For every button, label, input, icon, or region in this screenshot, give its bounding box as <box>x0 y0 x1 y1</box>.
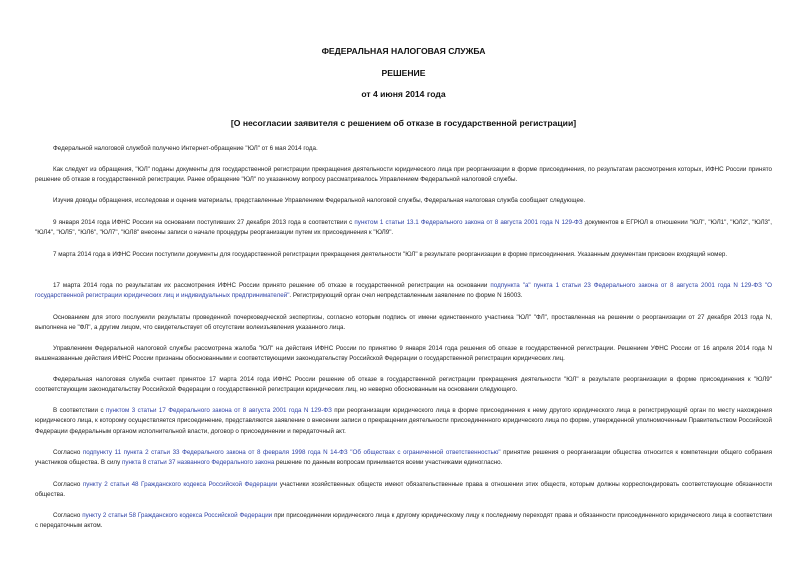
paragraph-text: Согласно <box>53 449 83 456</box>
legal-reference-link[interactable]: подпункта "а" пункта 1 статьи 23 Федерального закона от 8 августа 2001 года N 129-ФЗ "О государственной регистрации юридических лиц и индивидуальных предпринимателей" <box>35 282 772 300</box>
paragraph <box>35 165 772 186</box>
legal-reference-link[interactable]: подпункту 11 пункта 2 статьи 33 Федерального закона от 8 февраля 1998 года N 14-ФЗ "Об обществах с ограниченной ответственностью" <box>82 449 501 456</box>
legal-reference-link[interactable]: пункта 8 статьи 37 названного Федерального закона <box>121 459 275 467</box>
paragraph-text: 17 марта 2014 года по результатам их рассмотрения ИФНС России принято решение об отказе в государственной регистрации на основании <box>53 282 491 289</box>
paragraph-text: решение по данным вопросам принимается всеми участниками единогласно. <box>274 459 503 467</box>
paragraph <box>35 144 772 154</box>
legal-reference-link[interactable]: пунктом 3 статьи 17 Федерального закона от 8 августа 2001 года N 129-ФЗ <box>105 407 332 414</box>
paragraph <box>35 250 772 260</box>
paragraph-text: 9 января 2014 года ИФНС России на основании поступивших 27 декабря 2013 года в соответствии с <box>53 219 355 226</box>
paragraph <box>35 218 772 239</box>
paragraph-text: участники хозяйственных обществ имеют обязательственные права в отношении этих обществ, которым должны корреспондировать соответствующие обязанности общества. <box>35 481 773 499</box>
paragraph-text: принятие решения о реорганизации общества относится к компетенции общего собрания участников общества. В силу <box>35 449 772 467</box>
doc-date: от 4 июня 2014 года <box>361 89 446 99</box>
org-name: ФЕДЕРАЛЬНАЯ НАЛОГОВАЯ СЛУЖБА <box>321 46 486 56</box>
paragraph-text: Изучив доводы обращения, исследовав и оценив материалы, представленные Управлением Федеральной налоговой службы, Федеральная налоговая служба сообщает следующее. <box>53 197 586 204</box>
paragraph-text: при присоединении юридического лица к другому юридическому лицу к последнему переходят права и обязанности присоединенного юридического лица в соответствии с передаточным актом. <box>35 512 772 530</box>
legal-reference-link[interactable]: пункту 2 статьи 48 Гражданского кодекса Российской Федерации <box>82 481 278 488</box>
paragraph <box>35 281 772 302</box>
paragraph-text: Согласно <box>53 481 83 488</box>
doc-subject: [О несогласии заявителя с решением об отказе в государственной регистрации] <box>230 118 577 128</box>
paragraph-text: Как следует из обращения, "ЮЛ" поданы документы для государственной регистрации прекращения деятельности юридического лица при реорганизации в форме присоединения, по результатам рассмотрения которых, ИФНС России принято решение об отказе в государственной регистрации. Ранее обращение "ЮЛ" по указанному вопросу рассматривалось Управлением Федеральной налоговой службы. <box>35 166 772 184</box>
paragraph-text: В соответствии с <box>53 407 106 414</box>
paragraph-text: Согласно <box>53 512 83 519</box>
paragraph-text: Федеральной налоговой службой получено Интернет-обращение "ЮЛ" от 6 мая 2014 года. <box>53 145 318 152</box>
doc-type: РЕШЕНИЕ <box>381 68 426 78</box>
paragraph <box>35 344 772 365</box>
paragraph <box>35 448 772 469</box>
paragraph <box>35 313 772 334</box>
paragraph <box>35 196 772 206</box>
legal-reference-link[interactable]: пункту 2 статьи 58 Гражданского кодекса Российской Федерации <box>82 512 273 519</box>
paragraph <box>35 511 772 532</box>
paragraph <box>35 480 772 501</box>
paragraph <box>35 406 772 437</box>
paragraph-text: . Регистрирующий орган счел непредставленным заявление по форме N 16003. <box>289 292 523 300</box>
paragraph-text: Управлением Федеральной налоговой службы рассмотрена жалоба "ЮЛ" на действия ИФНС России по принятию 9 января 2014 года решения об отказе в государственной регистрации. Решением УФНС России от 16 апреля 2014 года N вышеназванные действия ИФНС России признаны обоснованными и соответствующими законодательству Российской Федерации о государственной регистрации юридических лиц. <box>35 345 772 363</box>
paragraph-text: документов в ЕГРЮЛ в отношении "ЮЛ", "ЮЛ1", "ЮЛ2", "ЮЛ3", "ЮЛ4", "ЮЛ5", "ЮЛ6", "ЮЛ7", "ЮЛ8" внесены записи о начале процедуры реорганизации путем их присоединения к "ЮЛ9". <box>35 219 772 237</box>
paragraph-text: при реорганизации юридического лица в форме присоединения к нему другого юридического лица в регистрирующий орган по месту нахождения юридического лица, к которому осуществляется присоединение, представляются заявление о внесении записи о прекращении деятельности присоединенного юридического лица по форме, утвержденной уполномоченным Правительством Российской Федерации федеральным органом исполнительной власти, договор о присоединении и передаточный акт. <box>35 407 773 435</box>
paragraph-text: 7 марта 2014 года в ИФНС России поступили документы для государственной регистрации прекращения деятельности "ЮЛ" в результате реорганизации в форме присоединения. Указанным документам присвоен входящий номер. <box>53 251 728 258</box>
legal-reference-link[interactable]: пунктом 1 статьи 13.1 Федерального закона от 8 августа 2001 года N 129-ФЗ <box>354 219 583 226</box>
paragraph-text: Основанием для этого послужили результаты проведенной почерковедческой экспертизы, согласно которым подпись от имени единственного участника "ЮЛ" "ФЛ", проставленная на решении о реорганизации от 27 декабря 2013 года N, выполнена не "ФЛ", а другим лицом, что свидетельствует об отсутствии волеизъявления указанного лица. <box>35 314 772 332</box>
paragraph <box>35 375 772 396</box>
paragraph-text: Федеральная налоговая служба считает принятое 17 марта 2014 года ИФНС России решение об отказе в государственной регистрации прекращения деятельности "ЮЛ" в результате реорганизации в форме присоединения к "ЮЛ9" соответствующим законодательству Российской Федерации о государственной регистрации юридических лиц, но неверно обоснованным на основании следующего. <box>35 376 772 394</box>
